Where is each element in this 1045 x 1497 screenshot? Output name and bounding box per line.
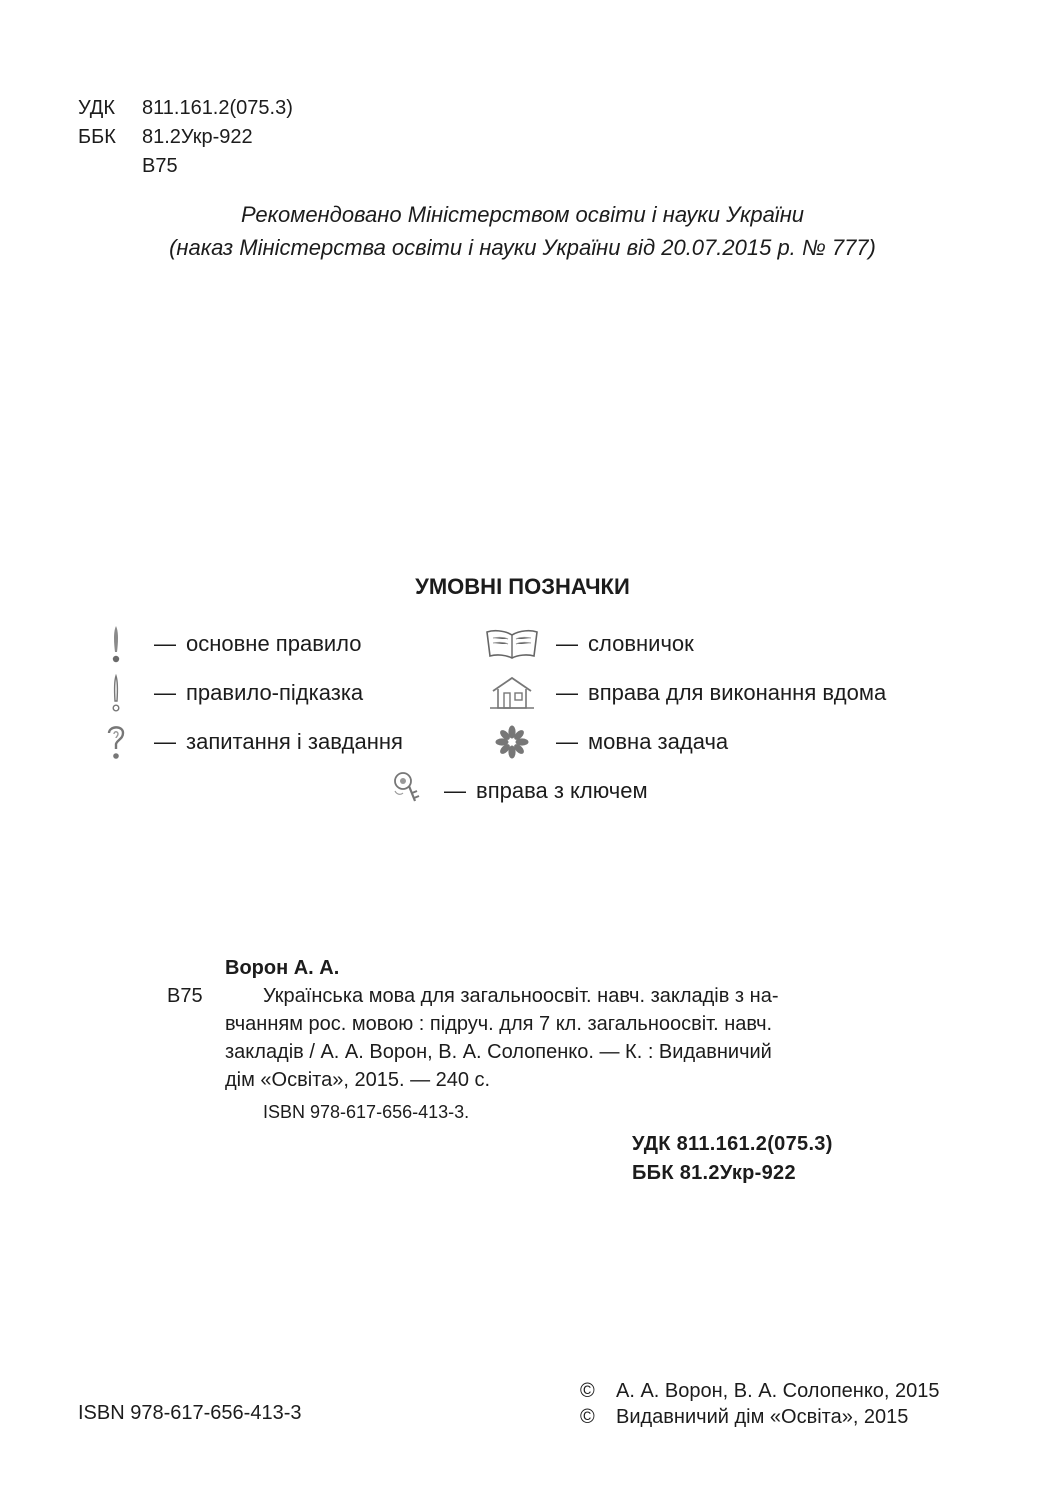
recommendation-line-1: Рекомендовано Міністерством освіти і науки України (240, 202, 805, 227)
bib-line-1: Українська мова для загальноосвіт. навч. закладів з на- (263, 985, 779, 1007)
classification-codes (78, 94, 293, 181)
author-mark-row (78, 152, 293, 181)
bib-classification (632, 1130, 833, 1188)
legend-item-hint-rule: — правило-підказка (94, 675, 363, 711)
copyright-symbol: © (580, 1380, 595, 1402)
legend-label: запитання і завдання (186, 729, 403, 754)
legend-label: вправа з ключем (476, 778, 648, 803)
legend-label: основне правило (186, 631, 362, 656)
bib-bbk: ББК 81.2Укр-922 (632, 1162, 796, 1184)
legend-label: вправа для виконання вдома (588, 680, 887, 705)
bib-mark: В75 (167, 985, 203, 1007)
footer-isbn: ISBN 978-617-656-413-3 (78, 1402, 302, 1424)
copyright-authors: А. А. Ворон, В. А. Солопенко, 2015 (616, 1380, 940, 1402)
legend-item-language-task: — мовна задача (484, 724, 728, 760)
open-book-icon (484, 626, 540, 662)
copyright-symbol: © (580, 1406, 595, 1428)
udk-value: 811.161.2(075.3) (142, 97, 293, 119)
bbk-label: ББК (78, 126, 116, 148)
author-mark: В75 (142, 155, 178, 177)
house-icon (484, 675, 540, 711)
bbk-row (78, 123, 293, 152)
legend-label: правило-підказка (186, 680, 364, 705)
bib-line-4: дім «Освіта», 2015. — 240 с. (225, 1069, 491, 1091)
copyright-block (580, 1378, 940, 1430)
bib-author: Ворон А. А. (225, 957, 340, 979)
question-icon (94, 724, 138, 760)
legend-label: мовна задача (588, 729, 729, 754)
exclamation-main-icon (94, 626, 138, 662)
legend-item-main-rule: — основне правило (94, 626, 361, 662)
exclamation-hint-icon (94, 675, 138, 711)
copyright-row-1 (580, 1378, 940, 1404)
bib-line-3: закладів / А. А. Ворон, В. А. Солопенко. — К. : Видавничий (225, 1041, 772, 1063)
bbk-value: 81.2Укр-922 (142, 126, 253, 148)
copyright-row-2 (580, 1404, 940, 1430)
bib-isbn: ISBN 978-617-656-413-3. (263, 1102, 470, 1122)
legend-title: УМОВНІ ПОЗНАЧКИ (415, 574, 630, 599)
legend-item-dictionary: — словничок (484, 626, 694, 662)
legend-item-key-exercise: — вправа з ключем (384, 773, 648, 809)
recommendation (0, 198, 1045, 264)
legend-label: словничок (588, 631, 694, 656)
legend-item-questions: — запитання і завдання (94, 724, 403, 760)
bib-line-2: вчанням рос. мовою : підруч. для 7 кл. загальноосвіт. навч. (225, 1013, 773, 1035)
copyright-publisher: Видавничий дім «Освіта», 2015 (616, 1406, 909, 1428)
recommendation-line-2: (наказ Міністерства освіти і науки України від 20.07.2015 р. № 777) (169, 235, 876, 260)
legend-item-homework: — вправа для виконання вдома (484, 675, 886, 711)
flower-icon (484, 724, 540, 760)
udk-label: УДК (78, 97, 116, 119)
udk-row (78, 94, 293, 123)
bib-udk: УДК 811.161.2(075.3) (632, 1133, 833, 1155)
key-icon (384, 773, 428, 809)
